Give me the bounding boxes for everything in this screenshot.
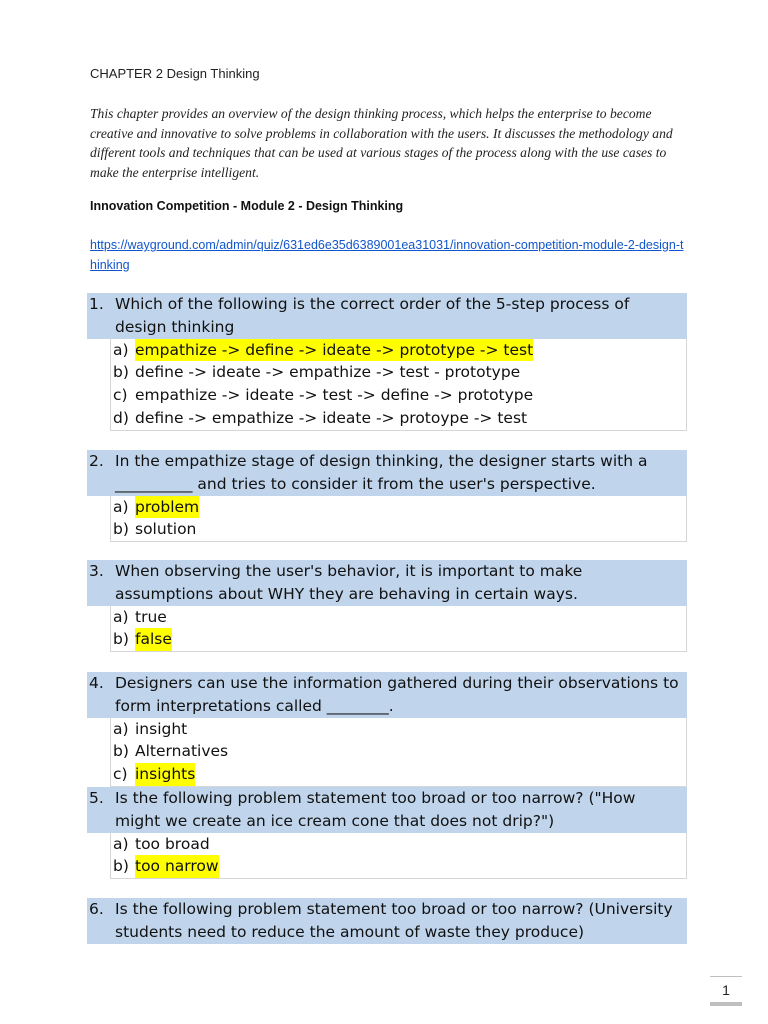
question-number: 2. <box>89 452 104 470</box>
page-number: 1 <box>722 982 730 998</box>
option-text: Alternatives <box>135 742 229 761</box>
answer-options <box>110 339 687 431</box>
answer-option <box>111 496 686 519</box>
highlighted-answer: problem <box>135 496 199 519</box>
answer-options <box>110 718 687 787</box>
answer-option <box>111 361 686 384</box>
question-text: In the empathize stage of design thinking, the designer starts with a __________ and tries to consider it from the user's perspective. <box>115 452 648 493</box>
question-header <box>87 787 687 833</box>
answer-option <box>111 407 686 430</box>
option-letter: a) <box>113 607 129 626</box>
option-text: empathize -> ideate -> test -> define -> prototype <box>135 386 534 405</box>
answer-option <box>111 518 686 541</box>
question-5 <box>87 787 687 879</box>
question-2 <box>87 450 687 542</box>
answer-option <box>111 606 686 629</box>
option-letter: a) <box>113 719 129 738</box>
option-letter: b) <box>113 520 129 539</box>
option-letter: c) <box>113 765 128 784</box>
option-letter: a) <box>113 497 129 516</box>
question-text: Is the following problem statement too broad or too narrow? ("How might we create an ice cream cone that does not drip?") <box>115 789 636 830</box>
question-6 <box>87 898 687 944</box>
question-number: 1. <box>89 295 104 313</box>
chapter-title: CHAPTER 2 Design Thinking <box>90 66 260 81</box>
answer-option <box>111 628 686 651</box>
option-letter: d) <box>113 408 129 427</box>
question-header <box>87 450 687 496</box>
option-letter: b) <box>113 630 129 649</box>
question-header <box>87 293 687 339</box>
question-4 <box>87 672 687 787</box>
footer-rule <box>710 976 742 977</box>
option-text: insight <box>135 719 188 738</box>
question-number: 6. <box>89 900 104 918</box>
answer-options <box>110 833 687 880</box>
option-letter: a) <box>113 834 129 853</box>
answer-option <box>111 833 686 856</box>
question-text: Which of the following is the correct order of the 5-step process of design thinking <box>115 295 630 336</box>
highlighted-answer: too narrow <box>135 855 219 878</box>
answer-option <box>111 763 686 786</box>
option-text: solution <box>135 520 197 539</box>
quiz-link[interactable]: https://wayground.com/admin/quiz/631ed6e35d6389001ea31031/innovation-competition-module-2-design-thinking <box>90 238 684 272</box>
question-text: Is the following problem statement too broad or too narrow? (University students need to reduce the amount of waste they produce) <box>115 900 673 941</box>
answer-option <box>111 855 686 878</box>
option-letter: b) <box>113 857 129 876</box>
answer-option <box>111 718 686 741</box>
question-header <box>87 672 687 718</box>
answer-options <box>110 496 687 543</box>
question-number: 5. <box>89 789 104 807</box>
answer-option <box>111 339 686 362</box>
option-letter: c) <box>113 386 128 405</box>
question-text: When observing the user's behavior, it is important to make assumptions about WHY they are behaving in certain ways. <box>115 562 583 603</box>
question-number: 4. <box>89 674 104 692</box>
option-text: too broad <box>135 834 210 853</box>
chapter-intro: This chapter provides an overview of the design thinking process, which helps the enterprise to become creative and innovative to solve problems in collaboration with the users. It discusses the methodology and different tools and techniques that can be used at various stages of the process along with the use cases to make the enterprise intelligent. <box>90 106 673 180</box>
highlighted-answer: insights <box>135 763 195 786</box>
option-letter: b) <box>113 363 129 382</box>
option-text: true <box>135 607 167 626</box>
option-letter: a) <box>113 340 129 359</box>
question-text: Designers can use the information gathered during their observations to form interpretations called ________. <box>115 674 679 715</box>
question-3 <box>87 560 687 652</box>
option-text: define -> ideate -> empathize -> test - prototype <box>135 363 521 382</box>
answer-options <box>110 606 687 653</box>
option-text: define -> empathize -> ideate -> protoype -> test <box>135 408 528 427</box>
option-letter: b) <box>113 742 129 761</box>
question-header <box>87 560 687 606</box>
footer-bar <box>710 1002 742 1006</box>
highlighted-answer: empathize -> define -> ideate -> prototype -> test <box>135 339 533 362</box>
module-heading: Innovation Competition - Module 2 - Design Thinking <box>90 199 404 213</box>
question-number: 3. <box>89 562 104 580</box>
question-1 <box>87 293 687 431</box>
highlighted-answer: false <box>135 628 172 651</box>
answer-option <box>111 384 686 407</box>
answer-option <box>111 740 686 763</box>
question-header <box>87 898 687 944</box>
